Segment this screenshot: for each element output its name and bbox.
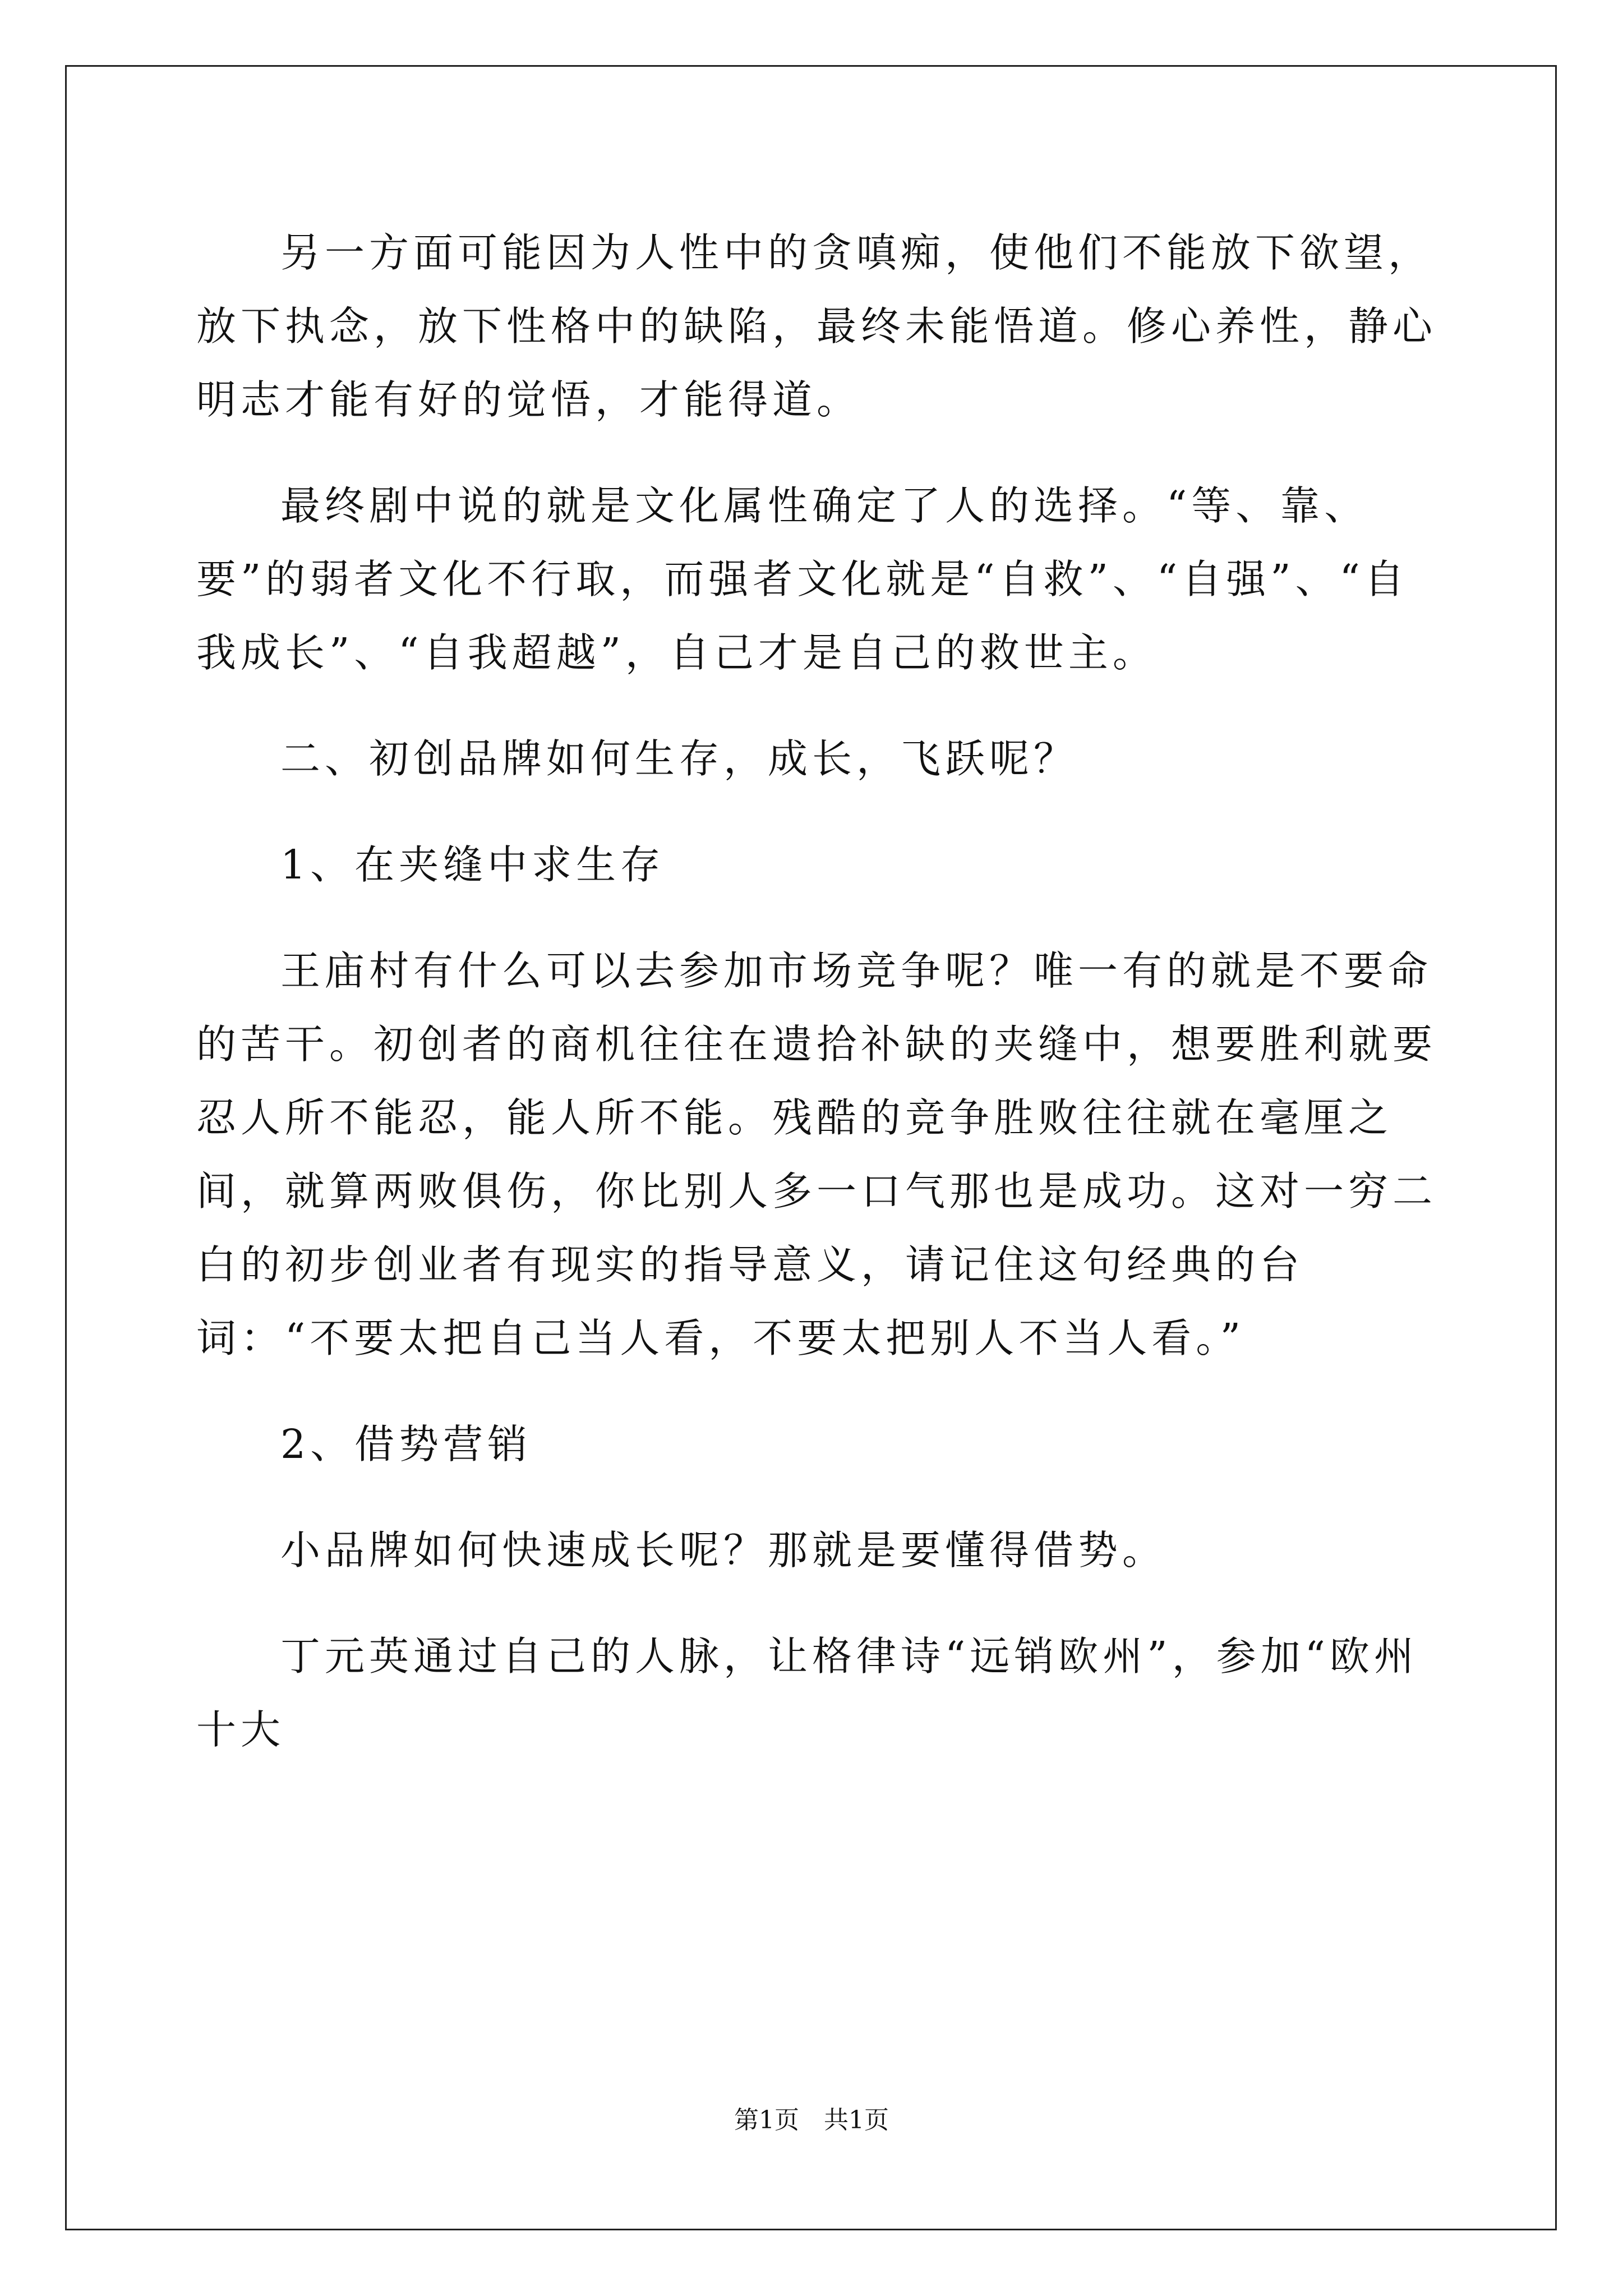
paragraph-4: 小品牌如何快速成长呢？那就是要懂得借势。 bbox=[280, 1527, 1167, 1573]
paragraph-3: 王庙村有什么可以去参加市场竞争呢？唯一有的就是不要命的苦干。初创者的商机往往在遗拾补缺的夹缝中，想要胜利就要忍人所不能忍，能人所不能。残酷的竞争胜败往往就在毫厘之间，就算两败俱伤，你比别人多一口气那也是成功。这对一穷二白的初步创业者有现实的指导意义，请记住这句经典的台词：“不要太把自己当人看，不要太把别人不当人看。” bbox=[196, 947, 1437, 1361]
paragraph-5: 丁元英通过自己的人脉，让格律诗“远销欧州”，参加“欧州十大 bbox=[196, 1633, 1418, 1753]
paragraph-1: 另一方面可能因为人性中的贪嗔痴，使他们不能放下欲望，放下执念，放下性格中的缺陷，最终未能悟道。修心养性，静心明志才能有好的觉悟，才能得道。 bbox=[196, 229, 1437, 423]
paragraph-2: 最终剧中说的就是文化属性确定了人的选择。“等、靠、要”的弱者文化不行取，而强者文化就是“自救”、“自强”、“自我成长”、“自我超越”，自己才是自己的救世主。 bbox=[196, 482, 1409, 676]
subheading-2: 2、借势营销 bbox=[280, 1421, 532, 1467]
section-heading: 二、初创品牌如何生存，成长，飞跃呢？ bbox=[280, 735, 1078, 782]
document-body bbox=[196, 216, 1441, 1799]
page-number-footer: 第1页 共1页 bbox=[734, 2106, 889, 2134]
subheading-1: 1、在夹缝中求生存 bbox=[280, 841, 665, 888]
